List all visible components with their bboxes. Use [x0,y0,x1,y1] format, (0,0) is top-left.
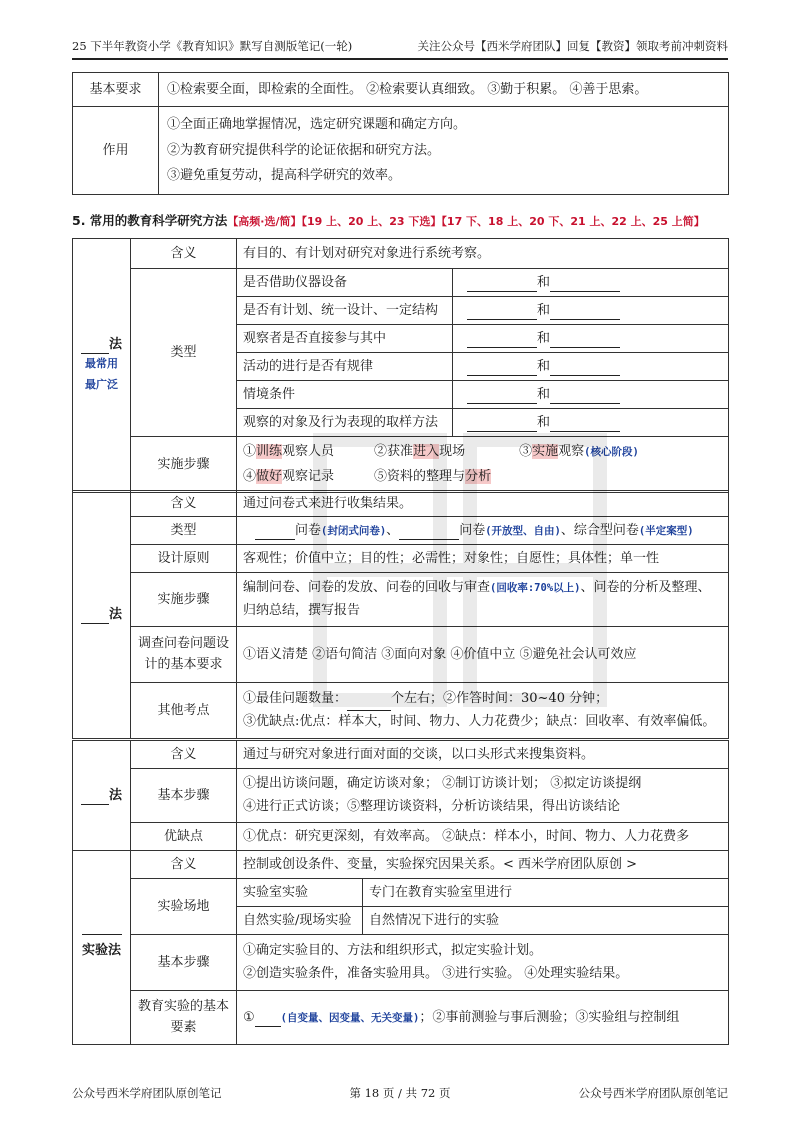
footer-left-text: 公众号西米学府团队原创笔记 [72,1086,222,1100]
interview-method-cell [73,741,131,851]
function-line-1: ①全面正确地掌握情况，选定研究课题和确定方向。 [167,117,467,133]
experiment-label: 实验法 [81,943,121,959]
questionnaire-blank [81,610,109,624]
observation-sub1: 最常用 [85,357,118,371]
observation-steps: ①训练观察人员 ②获准进入现场 ③实施观察(核心阶段) ④做好观察记录 ⑤资料的整理与分析 [237,437,729,493]
interview-meaning-label: 含义 [131,741,237,769]
observation-table [72,238,729,493]
experiment-meaning: 控制或创设条件、变量，实验探究因果关系。< 西米学府团队原创 > [237,851,729,879]
questionnaire-principles: 客观性；价值中立；目的性；必需性；对象性；自愿性；具体性；单一性 [237,545,729,573]
observation-method-cell [73,239,131,493]
page-header [72,36,728,60]
type-answer-6: 和 [453,409,729,437]
venue-name-1: 实验室实验 [237,879,363,907]
questionnaire-requirements-label: 调查问卷问题设计的基本要求 [131,627,237,683]
requirements-text: ①检索要全面，即检索的全面性。 ②检索要认真细致。 ③勤于积累。 ④善于思索。 [159,73,729,107]
interview-pros-label: 优缺点 [131,823,237,851]
interview-steps-label: 基本步骤 [131,769,237,823]
observation-meaning: 有目的、有计划对研究对象进行系统考察。 [237,239,729,269]
type-criterion-2: 是否有计划、统一设计、一定结构 [237,297,453,325]
page-footer [72,1085,728,1101]
function-line-2: ②为教育研究提供科学的论证依据和研究方法。 [167,142,441,158]
type-criterion-6: 观察的对象及行为表现的取样方法 [237,409,453,437]
observation-types-label: 类型 [131,269,237,437]
header-right-text: 关注公众号【西米学府团队】回复【教资】领取考前冲刺资料 [417,39,728,53]
observation-label-suffix: 法 [108,336,122,352]
interview-label-suffix: 法 [108,787,122,803]
questionnaire-other-label: 其他考点 [131,683,237,739]
venue-desc-2: 自然情况下进行的实验 [363,907,729,935]
interview-table [72,740,729,851]
questionnaire-types: 问卷(封闭式问卷)、 问卷(开放型、自由)、综合型问卷(半定案型) [237,517,729,545]
type-answer-1: 和 [453,269,729,297]
interview-pros: ①优点：研究更深刻，有效率高。 ②缺点：样本小，时间、物力、人力花费多 [237,823,729,851]
type-criterion-5: 情境条件 [237,381,453,409]
page-number: 第 18 页 / 共 72 页 [349,1086,451,1100]
type-criterion-4: 活动的进行是否有规律 [237,353,453,381]
experiment-elements-label: 教育实验的基本要素 [131,991,237,1045]
experiment-venue-label: 实验场地 [131,879,237,935]
questionnaire-steps: 编制问卷、问卷的发放、问卷的回收与审查(回收率:70%以上)、问卷的分析及整理、归纳总结，撰写报告 [237,573,729,627]
questionnaire-other: ①最佳问题数量： 个左右；②作答时间：30~40 分钟； ③优缺点:优点：样本大，时间、物力、人力花费少；缺点：回收率、有效率偏低。 [237,683,729,739]
questionnaire-steps-label: 实施步骤 [131,573,237,627]
type-criterion-1: 是否借助仪器设备 [237,269,453,297]
experiment-steps: ①确定实验目的、方法和组织形式，拟定实验计划。 ②创造实验条件，准备实验用具。 ③进行实验。 ④处理实验结果。 [237,935,729,991]
interview-blank [81,791,109,805]
experiment-method-cell [73,851,131,1045]
type-answer-4: 和 [453,353,729,381]
observation-blank [81,340,109,354]
section-tags: 【高频·选/简】【19 上、20 上、23 下选】【17 下、18 上、20 下、21 上、22 上、25 上简】 [227,215,705,228]
experiment-meaning-label: 含义 [131,851,237,879]
questionnaire-meaning-label: 含义 [131,491,237,517]
questionnaire-label-suffix: 法 [108,606,122,622]
section-title-text: 5. 常用的教育科学研究方法 [72,213,228,228]
questionnaire-table [72,490,729,739]
row-label-function: 作用 [73,107,159,195]
footer-right-text: 公众号西米学府团队原创笔记 [578,1086,728,1100]
header-left-text: 25 下半年教资小学《教育知识》默写自测版笔记(一轮) [72,39,353,53]
observation-meaning-label: 含义 [131,239,237,269]
questionnaire-method-cell [73,491,131,739]
questionnaire-requirements: ①语义清楚 ②语句简洁 ③面向对象 ④价值中立 ⑤避免社会认可效应 [237,627,729,683]
section-title [72,211,732,229]
row-label-requirements: 基本要求 [73,73,159,107]
observation-sub2: 最广泛 [85,378,118,392]
function-line-3: ③避免重复劳动，提高科学研究的效率。 [167,168,402,184]
experiment-elements: ① (自变量、因变量、无关变量)；②事前测验与事后测验；③实验组与控制组 [237,991,729,1045]
experiment-table [72,850,729,1045]
interview-meaning: 通过与研究对象进行面对面的交谈，以口头形式来搜集资料。 [237,741,729,769]
venue-name-2: 自然实验/现场实验 [237,907,363,935]
type-answer-2: 和 [453,297,729,325]
experiment-steps-label: 基本步骤 [131,935,237,991]
questionnaire-principles-label: 设计原则 [131,545,237,573]
venue-desc-1: 专门在教育实验室里进行 [363,879,729,907]
type-answer-3: 和 [453,325,729,353]
type-answer-5: 和 [453,381,729,409]
questionnaire-meaning: 通过问卷式来进行收集结果。 [237,491,729,517]
type-criterion-3: 观察者是否直接参与其中 [237,325,453,353]
questionnaire-types-label: 类型 [131,517,237,545]
interview-steps: ①提出访谈问题，确定访谈对象； ②制订访谈计划； ③拟定访谈提纲 ④进行正式访谈；⑤整理访谈资料，分析访谈结果，得出访谈结论 [237,769,729,823]
observation-steps-label: 实施步骤 [131,437,237,493]
literature-table [72,72,729,195]
